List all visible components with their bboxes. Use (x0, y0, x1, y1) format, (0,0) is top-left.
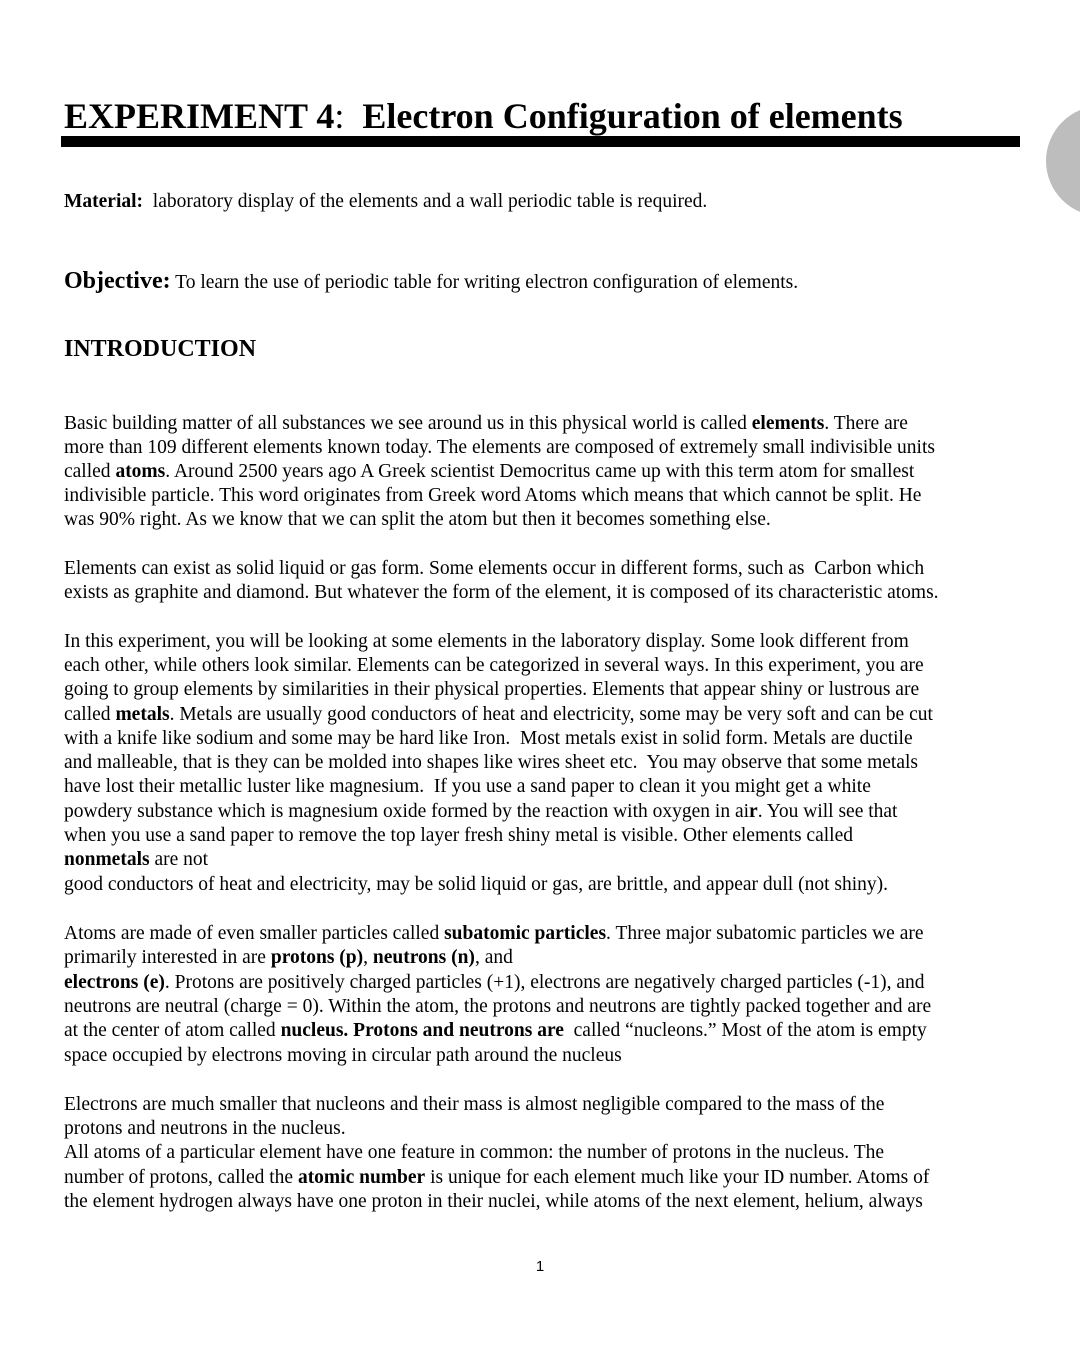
text-run: . There are (824, 413, 908, 434)
body-text-line (64, 751, 918, 775)
body-text-line (64, 995, 931, 1019)
body-text-line (64, 557, 924, 581)
text-run: exists as graphite and diamond. But whatever the form of the element, it is composed of its characteristic atoms. (64, 582, 939, 603)
text-run: each other, while others look similar. Elements can be categorized in several ways. In this experiment, you are (64, 655, 924, 676)
text-run: more than 109 different elements known today. The elements are composed of extremely small indivisible units (64, 437, 935, 458)
text-run: , and (474, 947, 513, 968)
text-run: , (363, 947, 373, 968)
text-run: In this experiment, you will be looking at some elements in the laboratory display. Some look different from (64, 631, 909, 652)
text-run: was 90% right. As we know that we can split the atom but then it becomes something else. (64, 509, 771, 530)
body-text-line (64, 412, 908, 436)
bold-term: nonmetals (64, 849, 150, 870)
body-text-line (64, 678, 919, 702)
text-run: good conductors of heat and electricity, may be solid liquid or gas, are brittle, and appear dull (not shiny). (64, 874, 888, 895)
body-text-line (64, 971, 925, 995)
body-text-line (64, 1190, 923, 1214)
text-run: . Metals are usually good conductors of heat and electricity, some may be very soft and can be cut (169, 704, 933, 725)
body-text-line (64, 484, 921, 508)
bold-term: neutrons (n) (372, 947, 475, 968)
title-prefix: EXPERIMENT 4 (64, 96, 335, 136)
text-run: called (64, 461, 116, 482)
introduction-heading: INTRODUCTION (64, 336, 257, 362)
body-text-line (64, 946, 513, 970)
text-run: primarily interested in are (64, 947, 271, 968)
bold-term: nucleus. Protons and neutrons are (280, 1020, 564, 1041)
body-text-line (64, 800, 897, 824)
text-run: is unique for each element much like your ID number. Atoms of (425, 1167, 930, 1188)
text-run: protons and neutrons in the nucleus. (64, 1118, 346, 1139)
text-run: Basic building matter of all substances we see around us in this physical world is called (64, 413, 752, 434)
bold-term: metals (115, 704, 170, 725)
text-run: going to group elements by similarities in their physical properties. Elements that appear shiny or lustrous are (64, 679, 920, 700)
text-run: called (64, 704, 116, 725)
text-run: when you use a sand paper to remove the top layer fresh shiny metal is visible. Other elements called (64, 825, 853, 846)
text-run: called “nucleons.” Most of the atom is empty (563, 1020, 927, 1041)
objective-text: To learn the use of periodic table for writing electron configuration of elements. (170, 272, 799, 293)
text-run: Elements can exist as solid liquid or gas form. Some elements occur in different forms, such as Carbon which (64, 558, 925, 579)
page-number: 1 (535, 1258, 545, 1275)
body-text-line (64, 727, 913, 751)
title-colon: : (334, 96, 345, 136)
material-label: Material: (64, 191, 144, 212)
text-run: . You will see that (757, 801, 898, 822)
text-run: with a knife like sodium and some may be hard like Iron. Most metals exist in solid form. Metals are ductile (64, 728, 913, 749)
body-text-line (64, 775, 871, 799)
text-run: have lost their metallic luster like magnesium. If you use a sand paper to clean it you might get a white (64, 776, 871, 797)
text-run: Atoms are made of even smaller particles called (64, 923, 445, 944)
body-text-line (64, 1044, 622, 1068)
bold-term: elements (751, 413, 825, 434)
body-text-line (64, 436, 935, 460)
body-text-line (64, 922, 924, 946)
text-run: . Protons are positively charged particles (+1), electrons are negatively charged particles (-1), and (164, 972, 925, 993)
text-run: and malleable, that is they can be molded into shapes like wires sheet etc. You may observe that some metals (64, 752, 918, 773)
body-text-line (64, 1117, 346, 1141)
text-run: number of protons, called the (64, 1167, 298, 1188)
body-text-line (64, 460, 914, 484)
body-text-line (64, 630, 909, 654)
bold-term: atomic number (297, 1167, 426, 1188)
text-run: are not (149, 849, 209, 870)
body-text-line (64, 703, 933, 727)
body-text-line (64, 508, 771, 532)
bold-term: electrons (e) (64, 972, 165, 993)
title-underline-rule (61, 136, 1020, 147)
material-text: laboratory display of the elements and a wall periodic table is required. (143, 191, 708, 212)
body-text-line (64, 654, 924, 678)
body-text-line (64, 1141, 884, 1165)
text-run: the element hydrogen always have one proton in their nuclei, while atoms of the next element, helium, always (64, 1191, 923, 1212)
text-run: . Three major subatomic particles we are (606, 923, 924, 944)
body-text-line (64, 581, 939, 605)
title-main: Electron Configuration of elements (344, 96, 903, 136)
text-run: space occupied by electrons moving in circular path around the nucleus (64, 1045, 622, 1066)
material-line (64, 190, 707, 214)
objective-line (64, 266, 798, 298)
bold-term: subatomic particles (444, 923, 607, 944)
text-run: at the center of atom called (64, 1020, 281, 1041)
objective-label: Objective: (64, 268, 171, 294)
body-text-line (64, 1166, 929, 1190)
document-title (64, 92, 903, 140)
text-run: powdery substance which is magnesium oxide formed by the reaction with oxygen in ai (64, 801, 750, 822)
bold-term: atoms (115, 461, 166, 482)
body-text-line (64, 848, 208, 872)
body-text-line (64, 873, 888, 897)
body-text-line (64, 1019, 927, 1043)
text-run: Electrons are much smaller that nucleons and their mass is almost negligible compared to the mass of the (64, 1094, 885, 1115)
page-corner-tab (1046, 106, 1080, 216)
bold-term: protons (p) (270, 947, 364, 968)
bold-term: r (749, 801, 758, 822)
text-run: All atoms of a particular element have one feature in common: the number of protons in the nucleus. The (64, 1142, 885, 1163)
body-text-line (64, 824, 853, 848)
text-run: indivisible particle. This word originates from Greek word Atoms which means that which cannot be split. He (64, 485, 922, 506)
body-text-line (64, 1093, 884, 1117)
text-run: . Around 2500 years ago A Greek scientist Democritus came up with this term atom for smallest (165, 461, 915, 482)
text-run: neutrons are neutral (charge = 0). Within the atom, the protons and neutrons are tightly packed together and are (64, 996, 932, 1017)
